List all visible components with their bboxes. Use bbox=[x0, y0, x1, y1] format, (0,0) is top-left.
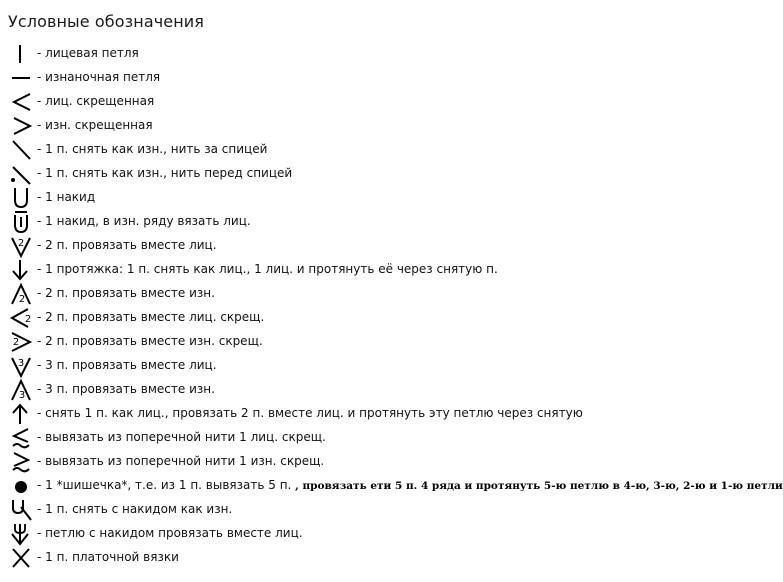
list-item bbox=[0, 138, 718, 162]
list-item bbox=[0, 186, 718, 210]
item-label: - 1 п. снять как изн., нить перед спицей bbox=[37, 166, 293, 180]
symbol-number: 3 bbox=[17, 358, 25, 369]
p2tog-icon bbox=[8, 282, 36, 306]
item-label: - петлю с накидом провязать вместе лиц. bbox=[37, 526, 303, 540]
purl-twisted-icon bbox=[8, 114, 36, 138]
item-label: - 2 п. провязать вместе изн. скрещ. bbox=[37, 334, 263, 348]
item-label: - 3 п. провязать вместе изн. bbox=[37, 382, 215, 396]
list-item bbox=[0, 210, 718, 234]
list-item bbox=[0, 450, 718, 474]
list-item bbox=[0, 306, 718, 330]
list-item bbox=[0, 234, 718, 258]
symbol-number: 2 bbox=[24, 314, 32, 325]
k3tog-icon bbox=[8, 354, 36, 378]
make-one-purl-twisted-icon bbox=[8, 450, 36, 474]
list-item bbox=[0, 522, 718, 546]
symbol-number: 2 bbox=[17, 238, 25, 249]
symbol-number: 2 bbox=[18, 294, 26, 305]
item-label: - изн. скрещенная bbox=[37, 118, 153, 132]
slip-with-yarn-over-icon bbox=[8, 498, 36, 522]
pass-over-arrow-down-icon bbox=[8, 258, 36, 282]
list-item bbox=[0, 42, 718, 66]
item-label: - вывязать из поперечной нити 1 лиц. скрещ. bbox=[37, 430, 326, 444]
item-label: - снять 1 п. как лиц., провязать 2 п. вместе лиц. и протянуть эту петлю через снятую bbox=[37, 406, 583, 420]
k2tog-icon bbox=[8, 234, 36, 258]
slip-yarn-back-icon bbox=[8, 138, 36, 162]
item-label: - лицевая петля bbox=[37, 46, 139, 60]
stitch-with-yarn-over-together-icon bbox=[8, 522, 36, 546]
list-item bbox=[0, 378, 718, 402]
k2tog-twisted-icon bbox=[8, 306, 36, 330]
item-label: - 2 п. провязать вместе изн. bbox=[37, 286, 215, 300]
list-item bbox=[0, 426, 718, 450]
double-decrease-arrow-up-icon bbox=[8, 402, 36, 426]
list-item bbox=[0, 474, 783, 498]
page-title: Условные обозначения bbox=[8, 12, 205, 31]
item-label: - 1 п. снять с накидом как изн. bbox=[37, 502, 233, 516]
item-label: - 1 протяжка: 1 п. снять как лиц., 1 лиц. и протянуть её через снятую п. bbox=[37, 262, 498, 276]
list-item bbox=[0, 546, 718, 570]
bobble-icon bbox=[8, 474, 36, 498]
list-item bbox=[0, 258, 718, 282]
purl-stitch-icon bbox=[8, 66, 36, 90]
list-item bbox=[0, 498, 718, 522]
p3tog-icon bbox=[8, 378, 36, 402]
item-label-note: , провязать ети 5 п. 4 ряда и протянуть 5-ю петлю в 4-ю, 3-ю, 2-ю и 1-ю петли bbox=[295, 480, 783, 492]
item-label: - изнаночная петля bbox=[37, 70, 161, 84]
list-item bbox=[0, 330, 718, 354]
slip-yarn-front-icon bbox=[8, 162, 36, 186]
item-label: - 2 п. провязать вместе лиц. скрещ. bbox=[37, 310, 265, 324]
item-label: - 1 п. платочной вязки bbox=[37, 550, 179, 564]
symbol-number: 2 bbox=[12, 337, 20, 348]
symbol-number: 3 bbox=[18, 390, 26, 401]
list-item bbox=[0, 66, 718, 90]
item-label: - 2 п. провязать вместе лиц. bbox=[37, 238, 217, 252]
item-label bbox=[37, 478, 783, 492]
item-label: - вывязать из поперечной нити 1 изн. скрещ. bbox=[37, 454, 325, 468]
yarn-over-knit-wrong-side-icon bbox=[8, 210, 36, 234]
list-item bbox=[0, 90, 718, 114]
item-label: - 1 накид bbox=[37, 190, 96, 204]
yarn-over-icon bbox=[8, 186, 36, 210]
list-item bbox=[0, 354, 718, 378]
list-item bbox=[0, 402, 718, 426]
item-label: - лиц. скрещенная bbox=[37, 94, 155, 108]
p2tog-twisted-icon bbox=[8, 330, 36, 354]
knit-twisted-icon bbox=[8, 90, 36, 114]
item-label: - 1 п. снять как изн., нить за спицей bbox=[37, 142, 268, 156]
list-item bbox=[0, 114, 718, 138]
item-label-main: - 1 *шишечка*, т.е. из 1 п. вывязать 5 п. bbox=[37, 478, 296, 492]
make-one-knit-twisted-icon bbox=[8, 426, 36, 450]
list-item bbox=[0, 282, 718, 306]
garter-stitch-icon bbox=[8, 546, 36, 570]
knit-stitch-icon bbox=[8, 42, 36, 66]
list-item bbox=[0, 162, 718, 186]
item-label: - 1 накид, в изн. ряду вязать лиц. bbox=[37, 214, 251, 228]
item-label: - 3 п. провязать вместе лиц. bbox=[37, 358, 217, 372]
